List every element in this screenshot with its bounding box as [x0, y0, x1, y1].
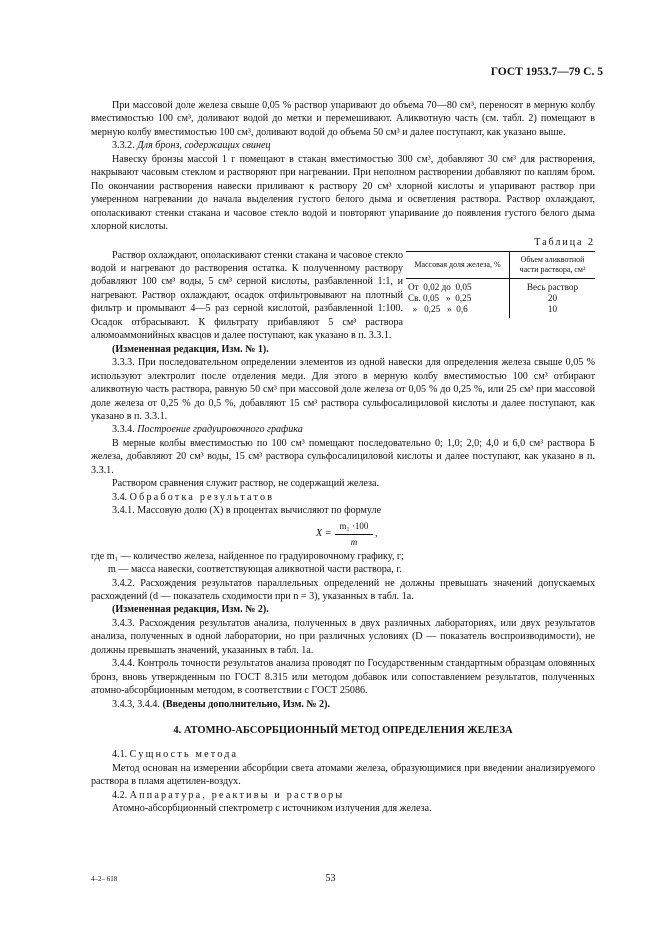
table-header-aliquot-volume: Объем аликвотной части раствора, см³ [510, 251, 596, 278]
table-cell-range: » 0,25 » 0,6 [406, 304, 510, 318]
table-2-caption: Таблица 2 [534, 236, 595, 248]
paragraph-3-4-2: 3.4.2. Расхождения результатов параллельных определений не должны превышать значений допускаемых расхождений (d — показатель сходимости при n = 3), указанных в табл. 1а. [91, 577, 595, 602]
formula-numerator: m₁ ·100 [335, 520, 373, 535]
table-2-grid [406, 251, 595, 318]
paragraph-spectrometer: Атомно-абсорбционный спектрометр с источником излучения для железа. [112, 803, 432, 815]
table-cell-volume: 20 [547, 292, 558, 303]
section-4-heading: 4. АТОМНО-АБСОРБЦИОННЫЙ МЕТОД ОПРЕДЕЛЕНИЯ ЖЕЛЕЗА [173, 725, 513, 737]
paragraph-lead-bronze-sample: Навеску бронзы массой 1 г помещают в стакан вместимостью 300 см³, добавляют 30 см³ для растворения, накрывают часовым стеклом и растворяют при нагревании. При неполном растворении добавляют по каплям бром. По окончании растворения навески приливают к раствору 20 см³ хлорной кислоты и упаривают раствор при умеренном нагревании до начала выделения густого белого дыма и осветления раствора. Раствор охлаждают, ополаскивают стенки стакана и часовое стекло водой и повторяют упаривание до появления густого белого дыма хлорной кислоты. [91, 153, 595, 233]
formula-where-m1: где m₁ — количество железа, найденное по градуировочному графику, г; [91, 550, 404, 562]
paragraph-fe-over-005: При массовой доле железа свыше 0,05 % раствор упаривают до объема 70—80 см³, переносят в мерную колбу вместимостью 100 см³, доливают водой до метки и перемешивают. Аликвотную часть (см. табл. 2) помещают в мерную колбу вместимостью 100 см³, доливают водой до объема 50 см³ и далее поступают, как указано выше. [91, 100, 595, 138]
page-number: 53 [325, 873, 336, 884]
subsection-3-3-2-heading: 3.3.2. Для бронз, содержащих свинец [112, 140, 271, 152]
formula-where-m: m — масса навески, соответствующая аликвотной части раствора, г. [108, 564, 402, 576]
subsection-4-2-heading: 4.2. Аппаратура, реактивы и растворы [112, 789, 345, 801]
amendment-note-3: 3.4.3, 3.4.4. (Введены дополнительно, Изм. № 2). [112, 698, 330, 710]
table-cell-volume: 10 [547, 303, 558, 314]
table-cell-range: От 0,02 до 0,05 [406, 278, 510, 293]
formula-comma: , [375, 527, 378, 539]
table-2 [406, 236, 595, 318]
formula-mass-fraction [91, 520, 595, 546]
paragraph-3-4-3: 3.4.3. Расхождения результатов анализа, полученных в двух различных лабораториях, или двух результатов анализа, полученных в одной лаборатории, но при различных условиях (D — показатель воспроизводимости), не должны превышать значений, указанных в табл. 1а. [91, 617, 595, 656]
paragraph-block-with-table [91, 153, 595, 343]
amendment-note-1: (Измененная редакция, Изм. № 1). [112, 343, 269, 355]
amendment-note-2: (Измененная редакция, Изм. № 2). [112, 604, 269, 616]
table-cell-range: Св. 0,05 » 0,25 [406, 293, 510, 304]
paragraph-3-4-1: 3.4.1. Массовую долю (X) в процентах вычисляют по формуле [112, 505, 382, 517]
paragraph-cooling-solution: Раствор охлаждают, ополаскивают стенки стакана и часовое стекло водой и нагревают до растворения остатка. К полученному раствору добавляют 100 см³ воды, 5 см³ серной кислоты, разбавленной 1:1, и нагревают. Раствор охлаждают, осадок отфильтровывают на плотный фильтр и промывают 4—5 раз серной кислотой, разбавленной 1:100. Осадок отбрасывают. К фильтрату прибавляют 5 см³ раствора алюмоаммонийных квасцов и далее поступают, как указано в п. 3.3.1. [91, 249, 403, 342]
table-row [406, 278, 595, 293]
table-row [406, 304, 595, 318]
subsection-4-1-heading: 4.1. Сущность метода [112, 749, 239, 761]
table-row [406, 293, 595, 304]
subsection-3-3-4-heading: 3.3.4. Построение градуировочного графика [112, 424, 303, 436]
table-cell-volume: Весь раствор [526, 281, 579, 292]
paragraph-method-essence: Метод основан на измерении абсорбции света атомами железа, образующимися при введении анализируемого раствора в пламя ацетилен-воздух. [91, 762, 595, 788]
paragraph-calibration-flasks: В мерные колбы вместимостью по 100 см³ помещают последовательно 0; 1,0; 2,0; 4,0 и 6,0 см³ раствора Б железа, добавляют 20 см³ воды, 15 см³ раствора сульфосалициловой кислоты и далее поступают, как указано в п. 3.3.1. [91, 437, 595, 476]
subsection-3-4-heading: 3.4. Обработка результатов [112, 491, 275, 503]
formula-lhs: X = [316, 527, 332, 539]
print-code: 4–2– 618 [91, 875, 118, 883]
table-header-mass-fraction: Массовая доля железа, % [406, 251, 510, 278]
formula-fraction [335, 520, 373, 550]
paragraph-reference-solution: Раствором сравнения служит раствор, не содержащий железа. [112, 478, 379, 490]
page-content [91, 99, 595, 816]
formula-denominator: m [350, 537, 358, 548]
paragraph-3-3-3: 3.3.3. При последовательном определении элементов из одной навески для определения железа свыше 0,05 % используют электролит после отделения меди. Для этого в мерную колбу вместимостью 100 см³ отбирают аликвотную часть раствора, равную 50 см³ при массовой доле железа от 0,05 % до 0,25 %, или 25 см³ при массовой доле железа от 0,25 % до 0,5 %, добавляют 15 см³ раствора сульфосалициловой кислоты и далее поступают, как указано в п. 3.3.1. [91, 357, 595, 422]
page-header: ГОСТ 1953.7—79 С. 5 [490, 66, 603, 78]
paragraph-3-4-4: 3.4.4. Контроль точности результатов анализа проводят по Государственным стандартным образцам оловянных бронз, вновь утвержденным по ГОСТ 8.315 или методом добавок или сопоставлением результатов, полученных атомно-абсорбционным методом, в соответствии с ГОСТ 25086. [91, 658, 595, 697]
